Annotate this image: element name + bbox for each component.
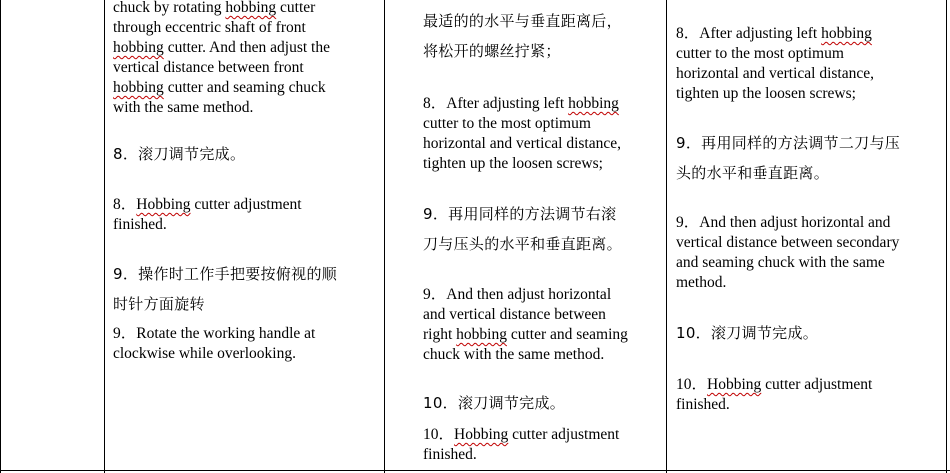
table-column-divider: [104, 0, 105, 473]
col2-step9-en: 9．And then adjust horizontal and vertical distance between right hobbing cutter and seaming chuck with the same method.: [423, 286, 628, 363]
col3-step9-zh: 9．再用同样的方法调节二刀与压 头的水平和垂直距离。: [676, 134, 901, 182]
col2-step8-en: 8．After adjusting left hobbing cutter to the most optimum horizontal and vertical distance, tighten up the loosen screws;: [423, 95, 621, 172]
col1-step9-en: 9．Rotate the working handle at clockwise while overlooking.: [113, 325, 316, 362]
table-column-divider: [666, 0, 667, 473]
table-border-right: [946, 0, 947, 473]
col1-paragraph-eccentric: chuck by rotating hobbing cutter through eccentric shaft of front hobbing cutter. And then adjust the vertical distance between front hobbing cutter and seaming chuck with the same method.: [113, 0, 330, 116]
table-border-left: [0, 0, 1, 473]
col2-step10-zh: 10．滚刀调节完成。: [423, 394, 566, 412]
col2-step9-zh: 9．再用同样的方法调节右滚 刀与压头的水平和垂直距离。: [423, 205, 622, 253]
col1-step9-zh: 9．操作时工作手把要按俯视的顺 时针方面旋转: [113, 265, 338, 313]
col2-step10-en: 10．Hobbing cutter adjustment finished.: [423, 426, 620, 463]
col3-step9-en: 9．And then adjust horizontal and vertical distance between secondary and seaming chuck with the same method.: [676, 214, 900, 291]
col2-step7-zh-tail: 最适的的水平与垂直距离后， 将松开的螺丝拧紧；: [423, 12, 622, 60]
col3-step10-en: 10．Hobbing cutter adjustment finished.: [676, 376, 873, 413]
col1-step8-en: 8．Hobbing cutter adjustment finished.: [113, 196, 302, 233]
table-column-divider: [384, 0, 385, 473]
col1-step8-zh: 8．滚刀调节完成。: [113, 145, 246, 163]
col3-step8-en: 8．After adjusting left hobbing cutter to the most optimum horizontal and vertical distance, tighten up the loosen screws;: [676, 25, 874, 102]
table-row-divider: [0, 470, 950, 471]
col3-step10-zh: 10．滚刀调节完成。: [676, 324, 819, 342]
